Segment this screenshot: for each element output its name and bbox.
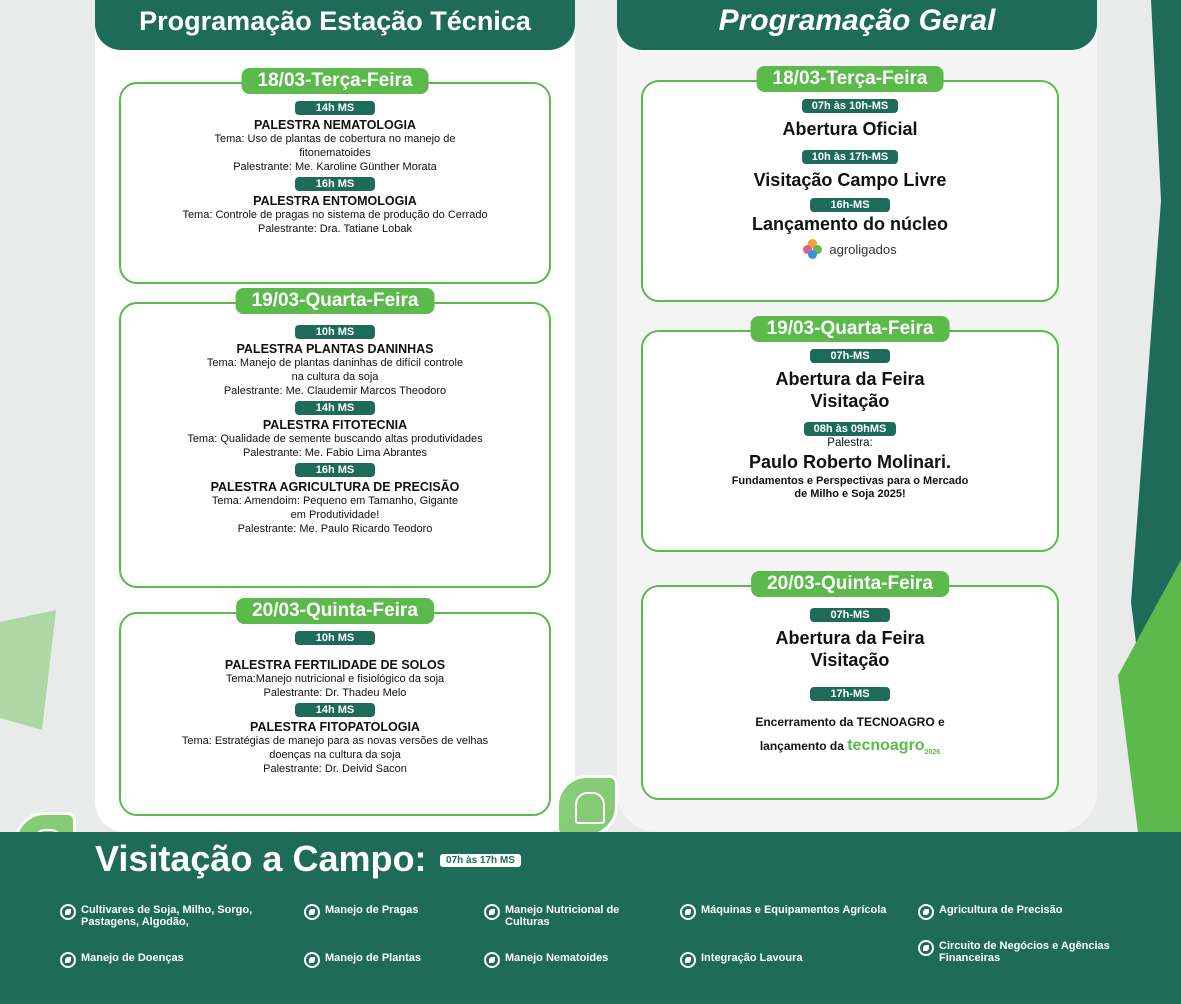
time-pill: 14h MS [295, 401, 375, 415]
leaf-icon [304, 904, 320, 920]
closing-line [643, 739, 1057, 759]
day-box-18 [641, 68, 1059, 302]
talk-title: PALESTRA ENTOMOLOGIA [253, 194, 417, 208]
leaf-icon [304, 952, 320, 968]
leaf-icon [556, 775, 618, 837]
topic-label: Manejo de Plantas [325, 952, 421, 964]
day-label: 20/03-Quinta-Feira [236, 598, 434, 624]
panel-title: Programação Estação Técnica [95, 0, 575, 50]
time-pill: 14h MS [295, 703, 375, 717]
time-pill: 10h MS [295, 631, 375, 645]
topic-item [918, 904, 1138, 920]
topic-item [60, 904, 290, 928]
day-label: 19/03-Quarta-Feira [751, 316, 950, 342]
time-pill: 16h MS [295, 177, 375, 191]
topic-label: Manejo de Doenças [81, 952, 184, 964]
topic-item [304, 952, 484, 968]
topic-item [680, 952, 880, 968]
talk-title: PALESTRA PLANTAS DANINHAS [236, 342, 434, 356]
field-visit-footer [0, 832, 1181, 1004]
talk-title: PALESTRA FITOPATOLOGIA [250, 720, 420, 734]
leaf-icon [918, 904, 934, 920]
agroligados-logo-icon [803, 239, 823, 259]
talk-title: PALESTRA NEMATOLOGIA [253, 118, 417, 132]
topic-item [484, 904, 664, 928]
event-title: Visitação Campo Livre [753, 170, 947, 190]
topic-label: Manejo Nutricional de Culturas [505, 904, 620, 928]
topic-item [680, 904, 910, 920]
event-title: Abertura Oficial [782, 119, 918, 139]
time-pill: 16h MS [295, 463, 375, 477]
day-box-20 [119, 600, 551, 816]
event-pre-label: Palestra: [827, 437, 873, 449]
panel-title: Programação Geral [617, 0, 1097, 50]
leaf-icon [484, 904, 500, 920]
day-label: 19/03-Quarta-Feira [236, 288, 435, 314]
talk-topic: Tema:Manejo nutricional e fisiológico da soja [225, 673, 445, 685]
talk-topic: de Milho e Soja 2025! [794, 488, 906, 500]
tecnoagro-logo-year: 2026 [924, 749, 941, 757]
footer-title: Visitação a Campo: [95, 838, 427, 879]
topic-label: Manejo Nematoides [505, 952, 609, 964]
leaf-icon [680, 952, 696, 968]
talk-topic: Tema: Uso de plantas de cobertura no manejo de [214, 133, 456, 145]
day-label: 18/03-Terça-Feira [757, 66, 944, 92]
day-box-20 [641, 573, 1059, 800]
tecnoagro-logo [847, 737, 941, 757]
talk-topic: doenças na cultura da soja [269, 749, 401, 761]
speaker-name: Paulo Roberto Molinari. [748, 452, 951, 472]
talk-topic: Tema: Amendoim: Pequeno em Tamanho, Gigante [211, 495, 459, 507]
time-pill: 17h-MS [810, 687, 890, 701]
talk-topic: Tema: Manejo de plantas daninhas de difícil controle [206, 357, 464, 369]
topic-label: Manejo de Pragas [325, 904, 419, 916]
topic-item [918, 940, 1128, 964]
talk-speaker: Palestrante: Me. Claudemir Marcos Theodoro [223, 385, 447, 397]
talk-title: PALESTRA AGRICULTURA DE PRECISÃO [210, 480, 460, 494]
time-pill: 08h às 09hMS [804, 422, 897, 436]
event-title: Visitação [810, 650, 890, 670]
closing-text: Encerramento da TECNOAGRO e [755, 715, 945, 729]
general-program-panel [617, 0, 1097, 832]
background-leaf-left [0, 610, 70, 730]
leaf-icon [60, 952, 76, 968]
talk-speaker: Palestrante: Dr. Deivid Sacon [263, 763, 407, 775]
event-title: Abertura da Feira [775, 628, 925, 648]
talk-topic: fitonematoides [299, 147, 371, 159]
talk-topic: Fundamentos e Perspectivas para o Mercado [731, 475, 969, 487]
leaf-icon [918, 940, 934, 956]
leaf-icon [60, 904, 76, 920]
talk-speaker: Palestrante: Me. Paulo Ricardo Teodoro [237, 523, 433, 535]
footer-time-badge: 07h às 17h MS [440, 854, 521, 867]
talk-speaker: Palestrante: Dr. Thadeu Melo [263, 687, 407, 699]
agroligados-logo [803, 239, 896, 259]
time-pill: 07h às 10h-MS [802, 99, 898, 113]
closing-text: lançamento da [759, 739, 844, 753]
agroligados-logo-text: agroligados [829, 241, 897, 257]
talk-speaker: Palestrante: Me. Fabio Lima Abrantes [242, 447, 428, 459]
talk-speaker: Palestrante: Me. Karoline Günther Morata [233, 161, 437, 173]
event-title: Lançamento do núcleo [751, 214, 949, 234]
talk-topic: Tema: Qualidade de semente buscando altas produtividades [187, 433, 483, 445]
tecnoagro-logo-text: tecnoagro [847, 737, 925, 754]
topic-label: Agricultura de Precisão [939, 904, 1063, 916]
leaf-icon [484, 952, 500, 968]
event-title: Visitação [810, 391, 890, 411]
topic-label: Máquinas e Equipamentos Agrícola [701, 904, 887, 916]
time-pill: 07h-MS [810, 608, 890, 622]
talk-title: PALESTRA FITOTECNIA [262, 418, 408, 432]
topic-item [304, 904, 474, 920]
technical-station-panel [95, 0, 575, 832]
talk-topic: Tema: Estratégias de manejo para as novas versões de velhas [181, 735, 489, 747]
topic-item [484, 952, 674, 968]
topic-label: Circuito de Negócios e Agências Financeiras [939, 940, 1110, 964]
event-title: Abertura da Feira [775, 369, 925, 389]
day-label: 18/03-Terça-Feira [242, 68, 429, 94]
talk-topic: em Produtividade! [290, 509, 380, 521]
day-box-19 [119, 290, 551, 588]
talk-topic: Tema: Controle de pragas no sistema de produção do Cerrado [182, 209, 488, 221]
time-pill: 10h MS [295, 325, 375, 339]
time-pill: 14h MS [295, 101, 375, 115]
topic-item [60, 952, 280, 968]
talk-speaker: Palestrante: Dra. Tatiane Lobak [258, 223, 412, 235]
leaf-icon [680, 904, 696, 920]
day-box-19 [641, 318, 1059, 552]
time-pill: 10h às 17h-MS [802, 150, 898, 164]
day-box-18 [119, 70, 551, 284]
talk-title: PALESTRA FERTILIDADE DE SOLOS [224, 658, 446, 672]
topic-label: Cultivares de Soja, Milho, Sorgo, Pastagens, Algodão, [81, 904, 253, 928]
time-pill: 07h-MS [810, 349, 890, 363]
time-pill: 16h-MS [810, 198, 890, 212]
talk-topic: na cultura da soja [291, 371, 379, 383]
day-label: 20/03-Quinta-Feira [751, 571, 949, 597]
topic-label: Integração Lavoura [701, 952, 803, 964]
